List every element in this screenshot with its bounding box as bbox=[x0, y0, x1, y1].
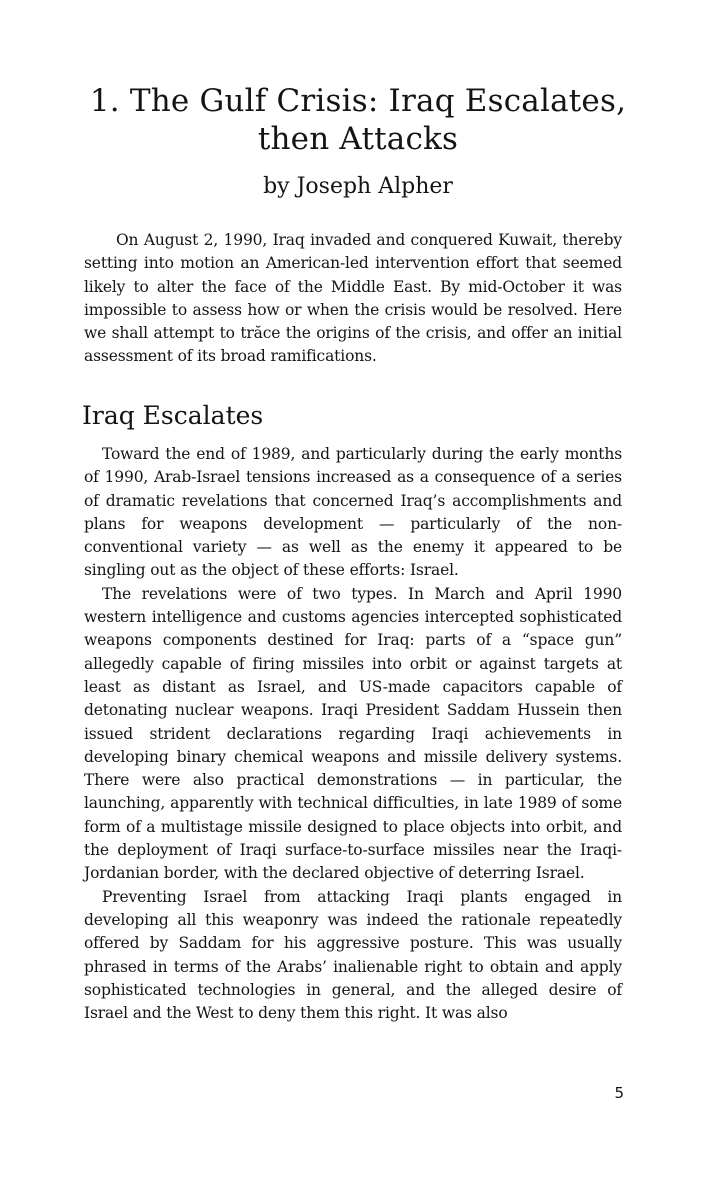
chapter-title bbox=[60, 82, 656, 158]
intro-paragraph: On August 2, 1990, Iraq invaded and conquered Kuwait, thereby setting into motion an American-led intervention effort that seemed likely to alter the face of the Middle East. By mid-October it was impossible to assess how or when the crisis would be resolved. Here we shall attempt to trăce the origins of the crisis, and offer an initial assessment of its broad ramifications. bbox=[84, 231, 622, 366]
chapter-title-line-2: then Attacks bbox=[257, 121, 459, 157]
page-number: 5 bbox=[614, 1084, 624, 1102]
section-body bbox=[84, 443, 622, 1025]
chapter-title-line-1: 1. The Gulf Crisis: Iraq Escalates, bbox=[89, 83, 627, 119]
intro-block bbox=[84, 229, 622, 369]
section-heading: Iraq Escalates bbox=[82, 401, 264, 430]
body-paragraph-1: Toward the end of 1989, and particularly during the early months of 1990, Arab-Israel tensions increased as a consequence of a series of dramatic revelations that concerned Iraq’s accomplishments and plans for weapons development — particularly of the non-conventional variety — as well as the enemy it appeared to be singling out as the object of these efforts: Israel. bbox=[84, 445, 622, 580]
body-paragraph-2: The revelations were of two types. In March and April 1990 western intelligence and customs agencies intercepted sophisticated weapons components destined for Iraq: parts of a “space gun” allegedly capable of firing missiles into orbit or against targets at least as distant as Israel, and US-made capacitors capable of detonating nuclear weapons. Iraqi President Saddam Hussein then issued strident declarations regarding Iraqi achievements in developing binary chemical weapons and missile delivery systems. There were also practical demonstrations — in particular, the launching, apparently with technical difficulties, in late 1989 of some form of a multistage missile designed to place objects into orbit, and the deployment of Iraqi surface-to-surface missiles near the Iraqi-Jordanian border, with the declared objective of deterring Israel. bbox=[84, 584, 622, 883]
body-paragraph-3: Preventing Israel from attacking Iraqi plants engaged in developing all this weaponry was indeed the rationale repeatedly offered by Saddam for his aggressive posture. This was usually phrased in terms of the Arabs’ inalienable right to obtain and apply sophisticated technologies in general, and the alleged desire of Israel and the West to deny them this right. It was also bbox=[84, 887, 622, 1023]
author-byline: by Joseph Alpher bbox=[263, 174, 453, 199]
